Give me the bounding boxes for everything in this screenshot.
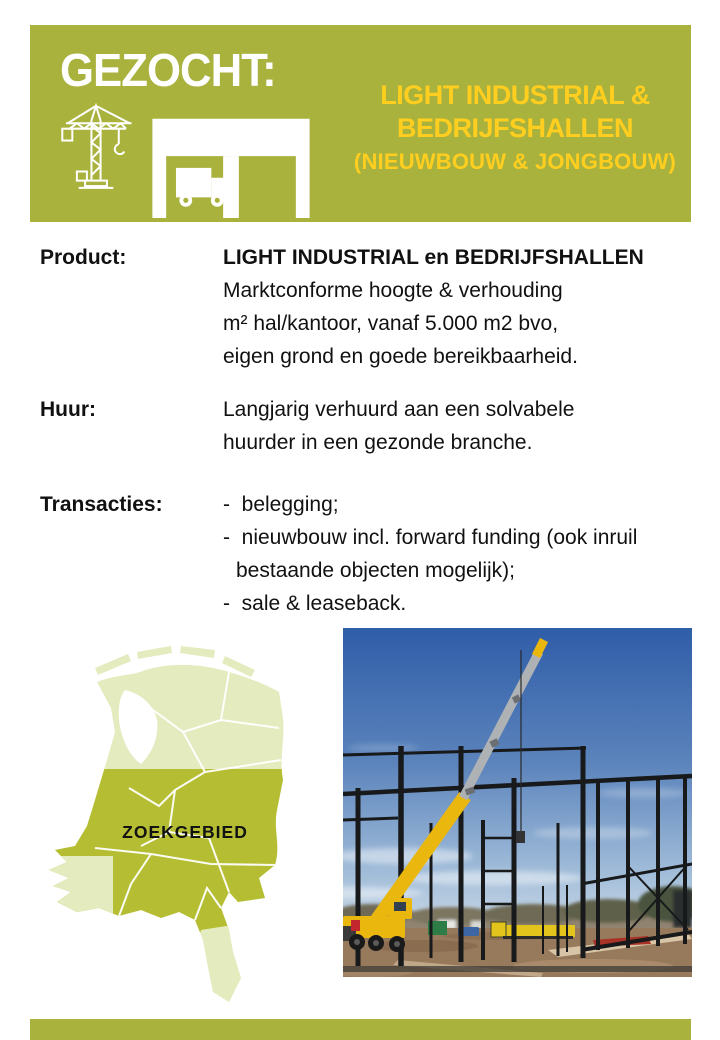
product-line: LIGHT INDUSTRIAL en BEDRIJFSHALLEN bbox=[223, 246, 644, 269]
product-line: m² hal/kantoor, vanaf 5.000 m2 bvo, bbox=[223, 312, 559, 335]
transactie-item: - belegging; bbox=[223, 493, 339, 516]
crane-icon bbox=[55, 97, 137, 195]
huur-line: Langjarig verhuurd aan een solvabele bbox=[223, 398, 575, 421]
netherlands-map bbox=[33, 640, 323, 1010]
banner-title: GEZOCHT: bbox=[60, 44, 276, 96]
product-line: Marktconforme hoogte & verhouding bbox=[223, 279, 563, 302]
truck-glyph bbox=[176, 168, 230, 207]
header-banner bbox=[30, 25, 691, 222]
transactie-item: bestaande objecten mogelijk); bbox=[236, 559, 516, 582]
product-line: eigen grond en goede bereikbaarheid. bbox=[223, 345, 578, 368]
label-product: Product: bbox=[40, 246, 127, 269]
huur-line: huurder in een gezonde branche. bbox=[223, 431, 533, 454]
construction-photo bbox=[343, 628, 692, 977]
heading-line-3: (NIEUWBOUW & JONGBOUW) bbox=[353, 149, 677, 174]
label-huur: Huur: bbox=[40, 398, 96, 421]
transactie-item: - sale & leaseback. bbox=[223, 592, 407, 615]
footer-bar bbox=[30, 1019, 691, 1040]
warehouse-truck-icon bbox=[152, 105, 310, 218]
label-transacties: Transacties: bbox=[40, 493, 163, 516]
heading-line-2: BEDRIJFSHALLEN bbox=[396, 113, 633, 143]
transactie-item: - nieuwbouw incl. forward funding (ook inruil bbox=[223, 526, 638, 549]
crane-hook bbox=[516, 831, 525, 843]
banner-heading bbox=[350, 79, 680, 178]
map-label: ZOEKGEBIED bbox=[122, 822, 248, 842]
heading-line-1: LIGHT INDUSTRIAL & bbox=[380, 80, 650, 110]
